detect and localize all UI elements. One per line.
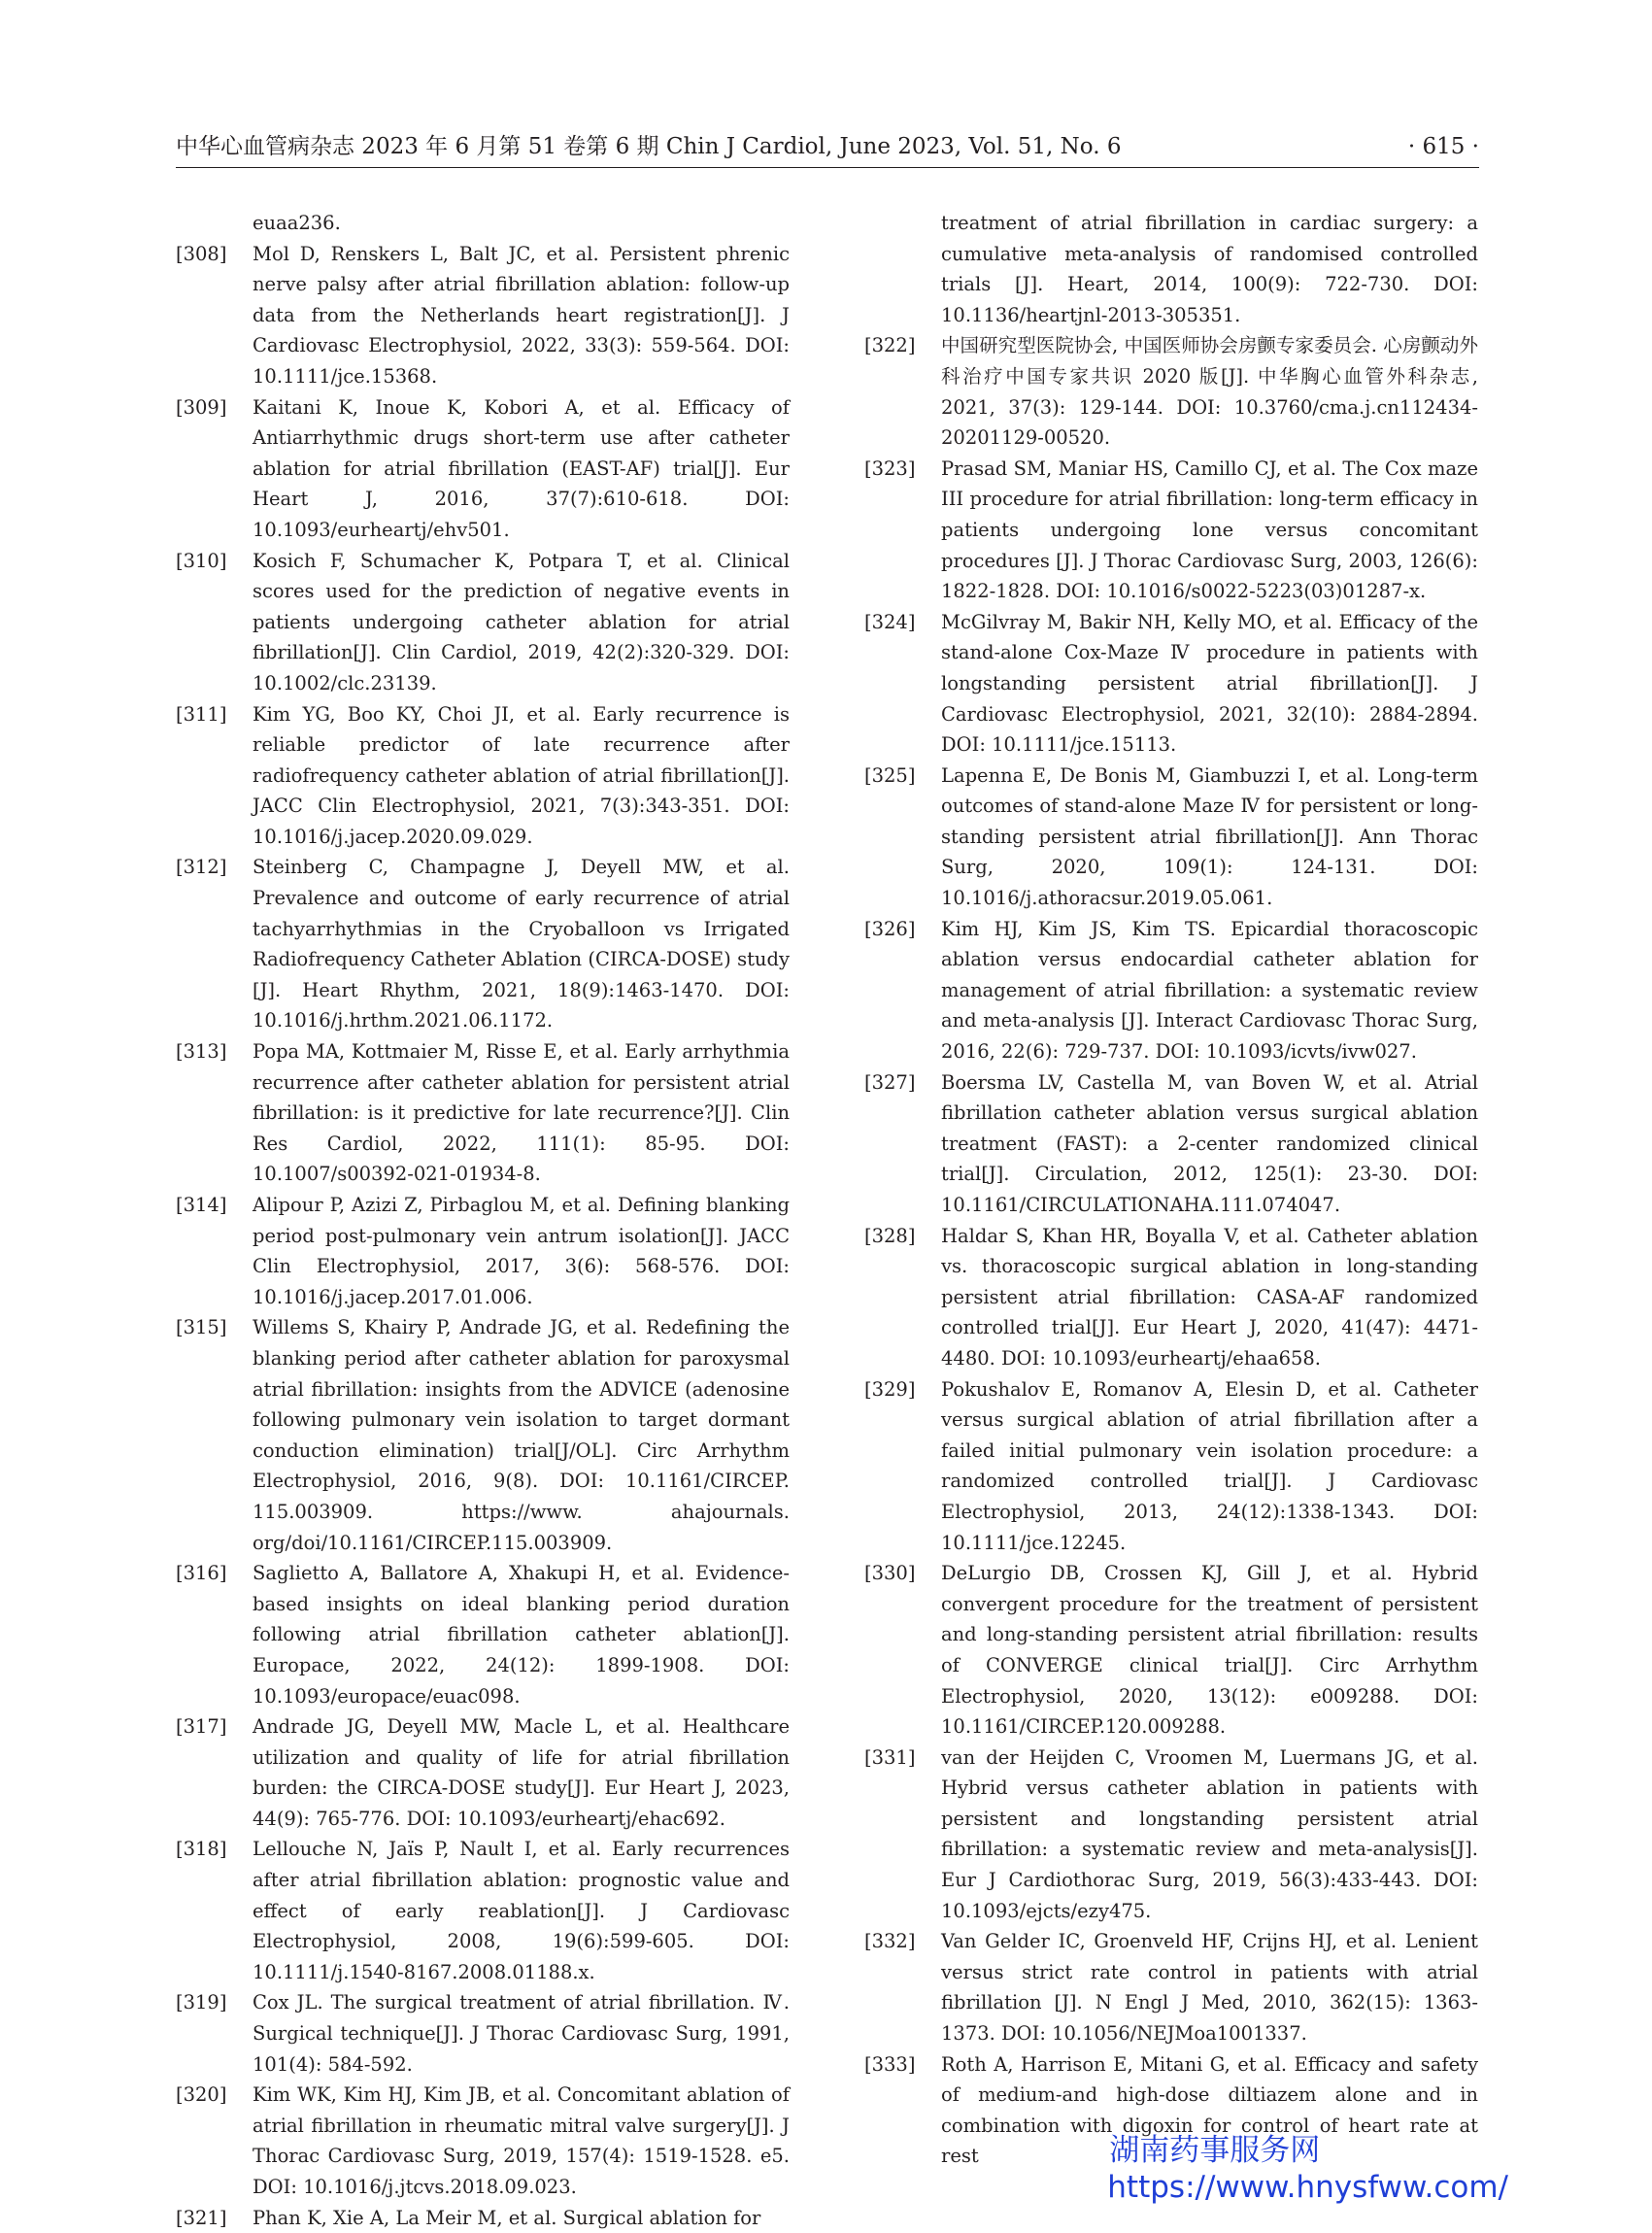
reference-entry [176, 1190, 790, 1312]
reference-entry [864, 1742, 1478, 1927]
reference-entry [176, 1036, 790, 1190]
reference-entry [176, 1834, 790, 1987]
reference-entry [176, 1558, 790, 1711]
reference-number: [326] [864, 917, 916, 940]
reference-number: [312] [176, 856, 227, 879]
reference-text: Kosich F, Schumacher K, Potpara T, et al. Clinical scores used for the prediction of negative events in patients undergoing catheter ablation for atrial fibrillation[J]. Clin Cardiol, 2019, 42(2):320-329. DOI: 10.1002/clc.23139. [253, 549, 790, 694]
reference-text: Kim HJ, Kim JS, Kim TS. Epicardial thoracoscopic ablation versus endocardial catheter ablation for management of atrial fibrillation: a systematic review and meta-analysis [J]. Interact Cardiovasc Thorac Surg, 2016, 22(6): 729-737. DOI: 10.1093/icvts/ivw027. [941, 917, 1478, 1064]
reference-number: [316] [176, 1562, 227, 1585]
reference-number: [313] [176, 1040, 227, 1064]
reference-entry [176, 1987, 790, 2080]
reference-number: [327] [864, 1070, 916, 1094]
reference-column-left [176, 208, 790, 2233]
reference-entry [176, 546, 790, 699]
watermark-url[interactable]: https://www.hnysfww.com/ [1107, 2170, 1508, 2205]
reference-number: [329] [864, 1377, 916, 1401]
reference-entry [864, 761, 1478, 914]
reference-number: [321] [176, 2206, 227, 2229]
reference-text: Alipour P, Azizi Z, Pirbaglou M, et al. Defining blanking period post-pulmonary vein antrum isolation[J]. JACC Clin Electrophysiol, 2017, 3(6): 568-576. DOI: 10.1016/j.jacep.2017.01.006. [253, 1194, 790, 1308]
reference-entry [176, 1711, 790, 1834]
reference-number: [325] [864, 763, 916, 787]
reference-text: Van Gelder IC, Groenveld HF, Crijns HJ, et al. Lenient versus strict rate control in patients with atrial fibrillation [J]. N Engl J Med, 2010, 362(15): 1363-1373. DOI: 10.1056/NEJMoa1001337. [941, 1930, 1478, 2046]
reference-number: [328] [864, 1224, 916, 1247]
reference-number: [308] [176, 242, 227, 265]
reference-text: Popa MA, Kottmaier M, Risse E, et al. Early arrhythmia recurrence after catheter ablation for persistent atrial fibrillation: is it predictive for late recurrence?[J]. Clin Res Cardiol, 2022, 111(1): 85-95. DOI: 10.1007/s00392-021-01934-8. [253, 1040, 790, 1186]
reference-entry [864, 1926, 1478, 2048]
reference-number: [333] [864, 2052, 916, 2076]
reference-text: Kaitani K, Inoue K, Kobori A, et al. Efficacy of Antiarrhythmic drugs short-term use after catheter ablation for atrial fibrillation (EAST-AF) trial[J]. Eur Heart J, 2016, 37(7):610-618. DOI: 10.1093/eurheartj/ehv501. [253, 395, 790, 541]
reference-entry [176, 392, 790, 546]
reference-text: Andrade JG, Deyell MW, Macle L, et al. Healthcare utilization and quality of life for atrial fibrillation burden: the CIRCA-DOSE study[J]. Eur Heart J, 2023, 44(9): 765-776. DOI: 10.1093/eurheartj/ehac692. [253, 1715, 790, 1830]
reference-number: [331] [864, 1745, 916, 1769]
reference-number: [309] [176, 395, 227, 419]
reference-entry [864, 914, 1478, 1067]
reference-entry [864, 607, 1478, 761]
header-rule [176, 167, 1479, 168]
reference-text: Saglietto A, Ballatore A, Xhakupi H, et al. Evidence-based insights on ideal blanking period duration following atrial fibrillation catheter ablation[J]. Europace, 2022, 24(12): 1899-1908. DOI: 10.1093/europace/euac098. [253, 1562, 790, 1708]
reference-number: [310] [176, 549, 227, 572]
reference-number: [322] [864, 334, 916, 357]
reference-entry [864, 1374, 1478, 1559]
reference-text: Kim WK, Kim HJ, Kim JB, et al. Concomitant ablation of atrial fibrillation in rheumatic mitral valve surgery[J]. J Thorac Cardiovasc Surg, 2019, 157(4): 1519-1528. e5. DOI: 10.1016/j.jtcvs.2018.09.023. [253, 2083, 790, 2198]
reference-text: Prasad SM, Maniar HS, Camillo CJ, et al. The Cox maze III procedure for atrial fibrillation: long-term efficacy in patients undergoing lone versus concomitant procedures [J]. J Thorac Cardiovasc Surg, 2003, 126(6): 1822-1828. DOI: 10.1016/s0022-5223(03)01287-x. [941, 457, 1478, 603]
reference-number: [319] [176, 1991, 227, 2014]
reference-column-right [864, 208, 1478, 2172]
reference-number: [318] [176, 1838, 227, 1861]
reference-list-left [176, 239, 790, 2233]
page-number: · 615 · [1407, 134, 1479, 159]
reference-text: Haldar S, Khan HR, Boyalla V, et al. Catheter ablation vs. thoracoscopic surgical ablation in long-standing persistent atrial fibrillation: CASA-AF randomized controlled trial[J]. Eur Heart J, 2020, 41(47): 4471-4480. DOI: 10.1093/eurheartj/ehaa658. [941, 1224, 1478, 1370]
reference-number: [320] [176, 2083, 227, 2107]
reference-number: [315] [176, 1316, 227, 1339]
reference-text: Cox JL. The surgical treatment of atrial fibrillation. Ⅳ. Surgical technique[J]. J Thorac Cardiovasc Surg, 1991, 101(4): 584-592. [253, 1991, 790, 2076]
reference-entry [176, 2203, 790, 2233]
reference-number: [314] [176, 1194, 227, 1216]
reference-text: Kim YG, Boo KY, Choi JI, et al. Early recurrence is reliable predictor of late recurrence after radiofrequency catheter ablation of atrial fibrillation[J]. JACC Clin Electrophysiol, 2021, 7(3):343-351. DOI: 10.1016/j.jacep.2020.09.029. [253, 702, 790, 848]
reference-text: Steinberg C, Champagne J, Deyell MW, et al. Prevalence and outcome of early recurrence of atrial tachyarrhythmias in the Cryoballoon vs Irrigated Radiofrequency Catheter Ablation (CIRCA-DOSE) study [J]. Heart Rhythm, 2021, 18(9):1463-1470. DOI: 10.1016/j.hrthm.2021.06.1172. [253, 856, 790, 1032]
reference-text: van der Heijden C, Vroomen M, Luermans JG, et al. Hybrid versus catheter ablation in patients with persistent and longstanding persistent atrial fibrillation: a systematic review and meta-analysis[J]. Eur J Cardiothorac Surg, 2019, 56(3):433-443. DOI: 10.1093/ejcts/ezy475. [941, 1745, 1478, 1922]
reference-continuation: euaa236. [253, 212, 341, 234]
reference-entry [176, 1312, 790, 1558]
reference-text: DeLurgio DB, Crossen KJ, Gill J, et al. Hybrid convergent procedure for the treatment of persistent and long-standing persistent atrial fibrillation: results of CONVERGE clinical trial[J]. Circ Arrhythm Electrophysiol, 2020, 13(12): e009288. DOI: 10.1161/CIRCEP.120.009288. [941, 1562, 1478, 1739]
watermark-site-name: 湖南药事服务网 [1109, 2133, 1321, 2168]
reference-number: [311] [176, 702, 227, 726]
journal-running-title: 中华心血管病杂志 2023 年 6 月第 51 卷第 6 期 Chin J Cardiol, June 2023, Vol. 51, No. 6 [176, 134, 1122, 159]
reference-text: Roth A, Harrison E, Mitani G, et al. Efficacy and safety of medium-and high-dose diltiazem alone and in combination with digoxin for control of heart rate at rest [941, 2052, 1478, 2168]
reference-number: [332] [864, 1930, 916, 1953]
reference-text: 中国研究型医院协会, 中国医师协会房颤专家委员会. 心房颤动外科治疗中国专家共识 2020 版[J]. 中华胸心血管外科杂志, 2021, 37(3): 129-144. DOI: 10.3760/cma.j.cn112434-20201129-00520. [941, 334, 1478, 450]
reference-entry [864, 330, 1478, 453]
reference-number: [324] [864, 610, 916, 633]
reference-list-right [864, 330, 1478, 2172]
reference-entry [176, 699, 790, 853]
reference-entry [176, 239, 790, 392]
site-watermark [1107, 2132, 1508, 2206]
reference-entry [864, 1221, 1478, 1374]
reference-entry [864, 1558, 1478, 1742]
reference-continuation: treatment of atrial fibrillation in cardiac surgery: a cumulative meta-analysis of randomised controlled trials [J]. Heart, 2014, 100(9): 722-730. DOI: 10.1136/heartjnl-2013-305351. [941, 212, 1478, 326]
reference-entry [176, 852, 790, 1036]
reference-text: Willems S, Khairy P, Andrade JG, et al. Redefining the blanking period after catheter ablation for paroxysmal atrial fibrillation: insights from the ADVICE (adenosine following pulmonary vein isolation to target dormant conduction elimination) trial[J/OL]. Circ Arrhythm Electrophysiol, 2016, 9(8). DOI: 10.1161/CIRCEP. 115.003909. https://www. ahajournals. org/doi/10.1161/CIRCEP.115.003909. [253, 1316, 790, 1554]
reference-entry [176, 2080, 790, 2202]
reference-text: Lellouche N, Jaïs P, Nault I, et al. Early recurrences after atrial fibrillation ablation: prognostic value and effect of early reablation[J]. J Cardiovasc Electrophysiol, 2008, 19(6):599-605. DOI: 10.1111/j.1540-8167.2008.01188.x. [253, 1838, 790, 1983]
reference-entry [864, 454, 1478, 607]
reference-text: Boersma LV, Castella M, van Boven W, et al. Atrial fibrillation catheter ablation versus surgical ablation treatment (FAST): a 2-center randomized clinical trial[J]. Circulation, 2012, 125(1): 23-30. DOI: 10.1161/CIRCULATIONAHA.111.074047. [941, 1070, 1478, 1216]
reference-number: [323] [864, 457, 916, 480]
reference-text: Phan K, Xie A, La Meir M, et al. Surgical ablation for [253, 2206, 761, 2229]
reference-entry [864, 1067, 1478, 1221]
reference-text: Mol D, Renskers L, Balt JC, et al. Persistent phrenic nerve palsy after atrial fibrillation ablation: follow-up data from the Netherlands heart registration[J]. J Cardiovasc Electrophysiol, 2022, 33(3): 559-564. DOI: 10.1111/jce.15368. [253, 242, 790, 388]
page-header [176, 132, 1479, 171]
reference-text: McGilvray M, Bakir NH, Kelly MO, et al. Efficacy of the stand-alone Cox-Maze Ⅳ procedure in patients with longstanding persistent atrial fibrillation[J]. J Cardiovasc Electrophysiol, 2021, 32(10): 2884-2894. DOI: 10.1111/jce.15113. [941, 610, 1478, 757]
reference-number: [330] [864, 1562, 916, 1585]
reference-number: [317] [176, 1715, 227, 1739]
reference-text: Pokushalov E, Romanov A, Elesin D, et al. Catheter versus surgical ablation of atrial fibrillation after a failed initial pulmonary vein isolation procedure: a randomized controlled trial[J]. J Cardiovasc Electrophysiol, 2013, 24(12):1338-1343. DOI: 10.1111/jce.12245. [941, 1377, 1478, 1554]
reference-text: Lapenna E, De Bonis M, Giambuzzi I, et al. Long-term outcomes of stand-alone Maze Ⅳ for persistent or long-standing persistent atrial fibrillation[J]. Ann Thorac Surg, 2020, 109(1): 124-131. DOI: 10.1016/j.athoracsur.2019.05.061. [941, 763, 1478, 910]
